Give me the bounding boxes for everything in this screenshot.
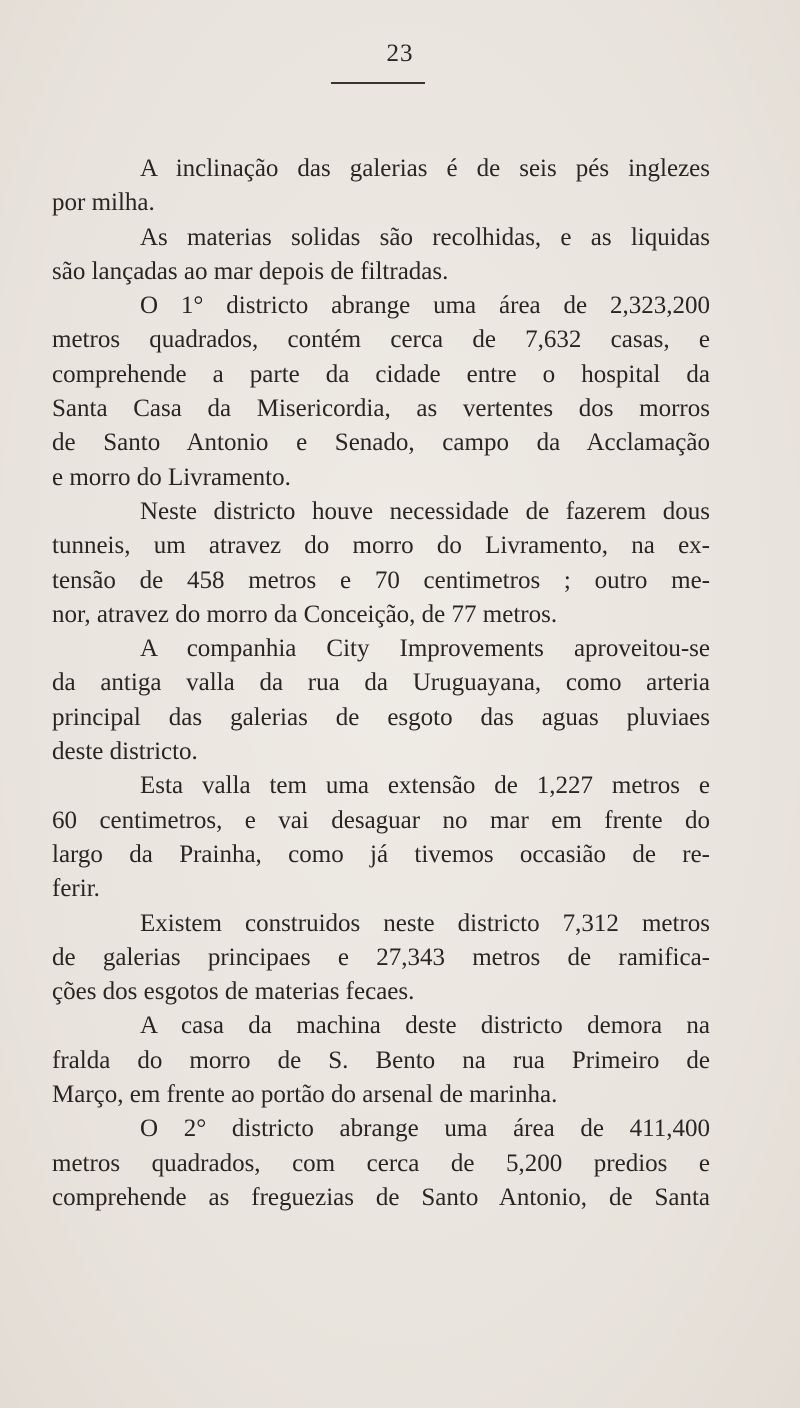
text-line: são lançadas ao mar depois de filtradas.: [52, 257, 449, 285]
text-line: A companhia City Improvements aproveitou-se: [140, 635, 710, 663]
text-line: de galerias principaes e 27,343 metros de ramifica-: [52, 943, 710, 971]
text-line: Existem construidos neste districto 7,312 metros: [140, 909, 710, 937]
text-line: comprehende as freguezias de Santo Antonio, de Santa: [52, 1183, 710, 1211]
text-line: por milha.: [52, 189, 155, 217]
paragraph: [52, 1112, 710, 1215]
text-line: de Santo Antonio e Senado, campo da Acclamação: [52, 429, 710, 457]
text-line: As materias solidas são recolhidas, e as liquidas: [140, 223, 710, 251]
text-line: nor, atravez do morro da Conceição, de 77 metros.: [52, 600, 558, 628]
header-rule: [331, 82, 425, 84]
text-line: ções dos esgotos de materias fecaes.: [52, 978, 415, 1006]
text-line: principal das galerias de esgoto das aguas pluviaes: [52, 703, 710, 731]
paragraph: [52, 632, 710, 769]
text-line: ferir.: [52, 875, 100, 903]
text-line: Março, em frente ao portão do arsenal de marinha.: [52, 1081, 558, 1109]
text-line: Neste districto houve necessidade de fazerem dous: [140, 497, 710, 525]
text-line: da antiga valla da rua da Uruguayana, como arteria: [52, 669, 710, 697]
text-line: fralda do morro de S. Bento na rua Primeiro de: [52, 1046, 710, 1074]
text-line: 60 centimetros, e vai desaguar no mar em frente do: [52, 806, 710, 834]
text-line: O 2° districto abrange uma área de 411,400: [140, 1115, 710, 1143]
body-text: [52, 152, 710, 1215]
text-line: metros quadrados, contém cerca de 7,632 casas, e: [52, 326, 710, 354]
text-line: deste districto.: [52, 738, 198, 766]
text-line: metros quadrados, com cerca de 5,200 predios e: [52, 1149, 710, 1177]
text-line: A inclinação das galerias é de seis pés inglezes: [140, 155, 710, 182]
text-line: Esta valla tem uma extensão de 1,227 metros e: [140, 772, 710, 800]
paragraph: [52, 907, 710, 1010]
paragraph: [52, 1009, 710, 1112]
text-line: A casa da machina deste districto demora na: [140, 1012, 710, 1040]
paragraph: [52, 289, 710, 495]
text-line: e morro do Livramento.: [52, 463, 291, 491]
paragraph: [52, 769, 710, 906]
text-line: comprehende a parte da cidade entre o hospital da: [52, 360, 710, 388]
text-line: Santa Casa da Misericordia, as vertentes dos morros: [52, 395, 710, 423]
text-line: tensão de 458 metros e 70 centimetros ; outro me-: [52, 566, 710, 594]
paragraph: [52, 221, 710, 290]
text-line: O 1° districto abrange uma área de 2,323,200: [140, 292, 710, 320]
text-line: largo da Prainha, como já tivemos occasião de re-: [52, 840, 710, 868]
paragraph: [52, 495, 710, 632]
page-number: 23: [386, 40, 414, 67]
text-line: tunneis, um atravez do morro do Livramento, na ex-: [52, 532, 710, 560]
paragraph: [52, 152, 710, 221]
